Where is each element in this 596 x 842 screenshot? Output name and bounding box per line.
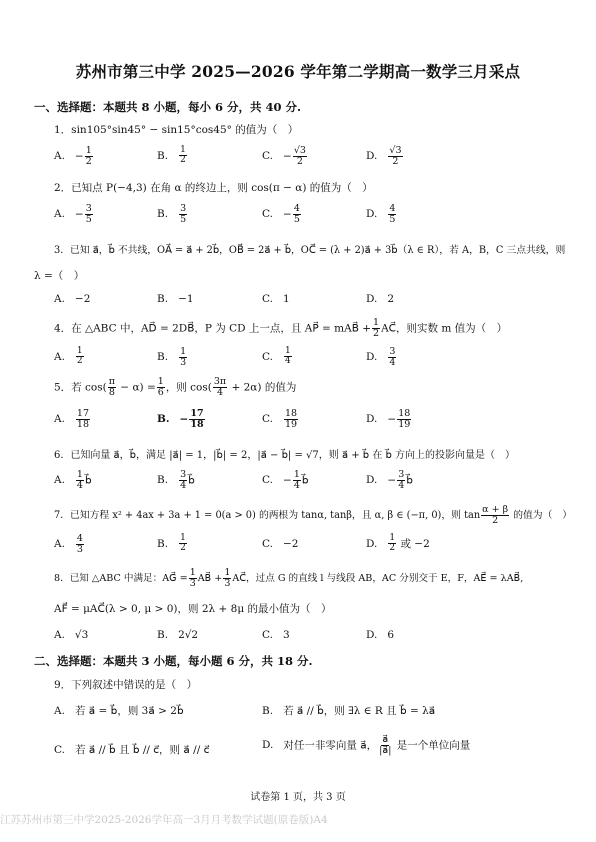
option-b: B. 若 a⃗ // b⃗，则 ∃λ ∈ R 且 b⃗ = λa⃗: [262, 705, 436, 717]
option-c: C. − $\frac{4}{5}$: [262, 203, 300, 225]
option-b: B. −1: [157, 293, 194, 305]
option-d: D. 6: [366, 629, 395, 641]
question-4: 4．在 △ABC 中，AD⃗ = 2DB⃗，P 为 CD 上一点，且 AP⃗ = mAB⃗ + $\frac{1}{2}$ AC⃗，则实数 m 值为（ ）: [54, 317, 508, 339]
question-3-continued: λ =（ ）: [34, 270, 85, 282]
option-b: B. 2√2: [157, 629, 199, 641]
option-d: D. $\frac{3}{4}$: [366, 346, 396, 368]
section-heading-1: 一、选择题：本题共 8 小题，每小 6 分，共 40 分.: [34, 100, 302, 114]
option-b: B. $\frac{1}{3}$: [157, 346, 187, 368]
option-a: A. 若 a⃗ = b⃗，则 3a⃗ > 2b⃗: [54, 705, 184, 717]
question-1: 1．sin105°sin45° − sin15°cos45° 的值为（ ）: [54, 124, 299, 136]
option-a: A. $\frac{1}{2}$: [54, 346, 83, 367]
option-c: C. $\frac{1}{4}$: [262, 346, 291, 367]
option-c: C. 若 a⃗ // b⃗ 且 b⃗ // c⃗，则 a⃗ // c⃗: [54, 744, 210, 756]
option-c: C. −2: [262, 538, 299, 550]
option-b: B. $\frac{3}{4}$ b⃗: [157, 469, 195, 491]
option-a: A. − $\frac{3}{5}$: [54, 203, 92, 225]
question-5: 5．若 cos( $\frac{\pi}{8}$ − α) = $\frac{1}{6}$ ，则 cos( $\frac{3\pi}{4}$ + 2α) 的值为: [54, 376, 297, 398]
question-9: 9．下列叙述中错误的是（ ）: [54, 679, 198, 691]
option-a: A. −2: [54, 293, 91, 305]
option-a: A. $\frac{1}{4}$ b⃗: [54, 469, 92, 491]
option-c: C. 1: [262, 293, 290, 305]
question-8: 8．已知 △ABC 中满足：AG⃗ = $\frac{1}{3}$ AB⃗ + $\frac{1}{3}$ AC⃗，过点 G 的直线 l 与线段 AB，AC 分别交于 E，F，AE⃗ = λAB⃗,: [54, 567, 524, 589]
option-d: D. − $\frac{18}{19}$: [366, 408, 411, 430]
option-b: B. $\frac{1}{2}$: [157, 533, 186, 554]
option-c: C. 3: [262, 629, 290, 641]
option-a: A. $\frac{17}{18}$: [54, 408, 90, 430]
option-d: D. 对任一非零向量 a⃗， $\frac{a⃗}{|a⃗|}$ 是一个单位向量: [262, 734, 471, 756]
option-a: A. $\frac{4}{3}$: [54, 533, 83, 555]
question-3: 3．已知 a⃗，b⃗ 不共线，OA⃗ = a⃗ + 2b⃗，OB⃗ = 2a⃗ + b⃗，OC⃗ = (λ + 2)a⃗ + 3b⃗（λ ∈ R），若 A，B，C 三点共线，则: [54, 245, 566, 256]
option-c: C. $\frac{18}{19}$: [262, 408, 298, 430]
option-c: C. − $\frac{1}{4}$ b⃗: [262, 469, 309, 491]
option-b: B. $\frac{1}{2}$: [157, 145, 186, 166]
question-6: 6．已知向量 a⃗，b⃗，满足 |a⃗| = 1，|b⃗| = 2，|a⃗ − b⃗| = √7，则 a⃗ + b⃗ 在 b⃗ 方向上的投影向量是（ ）: [54, 450, 516, 461]
option-a: A. √3: [54, 629, 89, 641]
option-d: D. − $\frac{3}{4}$ b⃗: [366, 469, 413, 491]
watermark: 江苏苏州市第三中学2025-2026学年高一3月月考数学试题(原卷版)A4: [0, 814, 328, 826]
option-d: D. $\frac{1}{2}$ 或 −2: [366, 533, 430, 554]
page-footer: 试卷第 1 页，共 3 页: [250, 792, 346, 803]
option-d: D. 2: [366, 293, 395, 305]
question-8-continued: AF⃗ = μAC⃗(λ > 0, μ > 0)，则 2λ + 8μ 的最小值为（ ）: [54, 603, 332, 615]
option-c: C. − $\frac{√3}{2}$: [262, 145, 306, 167]
page-title: 苏州市第三中学 2025—2026 学年第二学期高一数学三月采点: [75, 62, 521, 81]
option-d: D. $\frac{√3}{2}$: [366, 145, 402, 167]
option-b: B. $\frac{3}{5}$: [157, 203, 187, 225]
question-2: 2．已知点 P(−4,3) 在角 α 的终边上，则 cos(π − α) 的值为（ ）: [54, 182, 373, 194]
option-a: A. − $\frac{1}{2}$: [54, 145, 92, 167]
section-heading-2: 二、选择题：本题共 3 小题，每小题 6 分，共 18 分.: [34, 654, 313, 668]
question-7: 7．已知方程 x² + 4ax + 3a + 1 = 0(a > 0) 的两根为 tanα, tanβ，且 α, β ∈ (−π, 0)，则 tan $\frac{\alpha + \beta}{2}$ 的值为（ ）: [54, 504, 572, 526]
option-b: B. − $\frac{17}{18}$: [157, 408, 204, 430]
option-d: D. $\frac{4}{5}$: [366, 203, 396, 225]
